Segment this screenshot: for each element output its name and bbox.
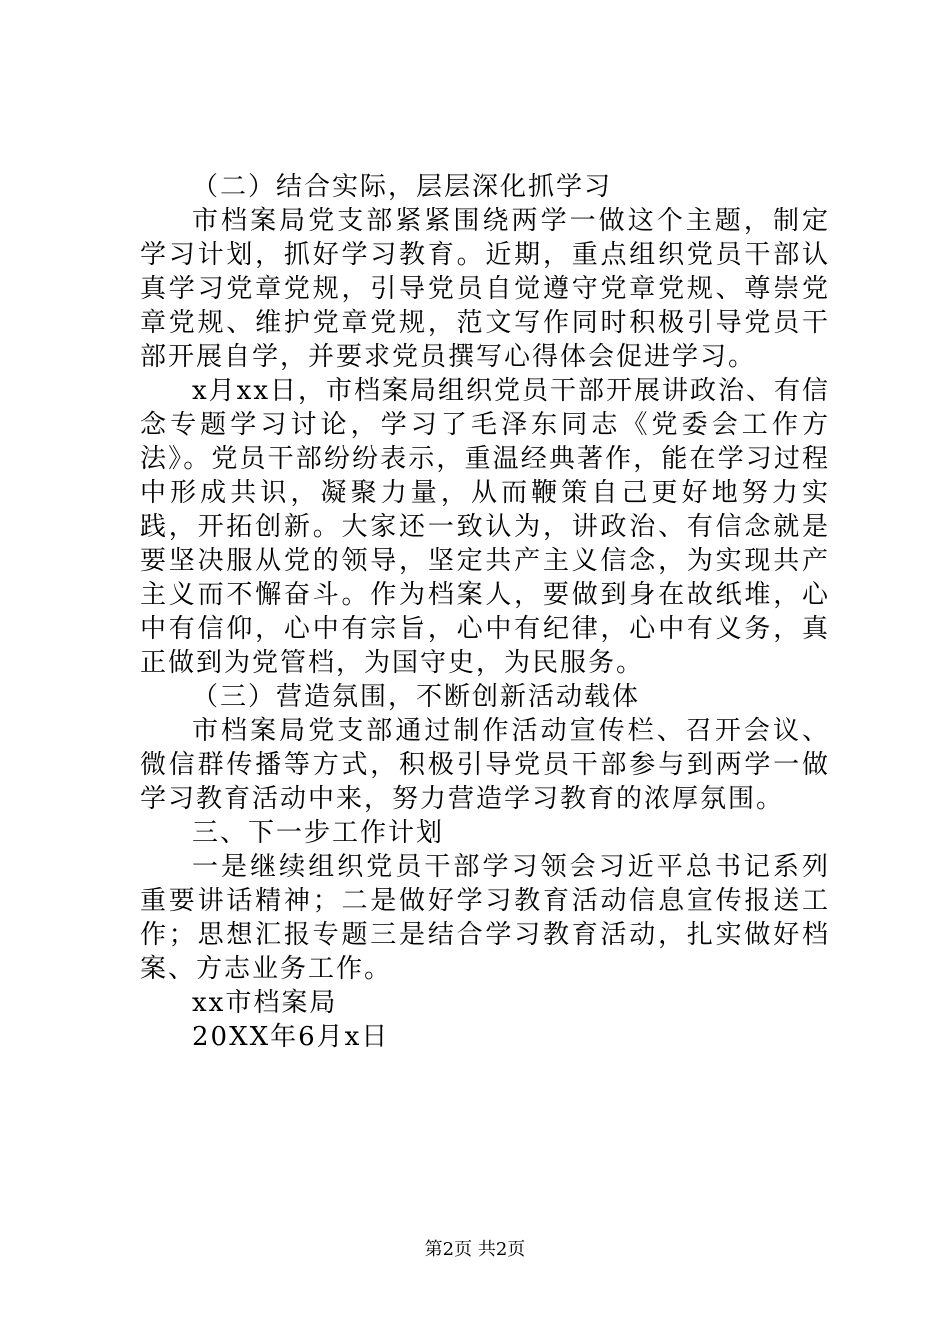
paragraph-discussion: x月xx日，市档案局组织党员干部开展讲政治、有信念专题学习讨论，学习了毛泽东同志《党委会工作方法》。党员干部纷纷表示，重温经典著作，能在学习过程中形成共识，凝聚力量，从而鞭策自己更好地努力实践，开拓创新。大家还一致认为，讲政治、有信念就是要坚决服从党的领导，坚定共产主义信念，为实现共产主义而不懈奋斗。作为档案人，要做到身在故纸堆，心中有信仰，心中有宗旨，心中有纪律，心中有义务，真正做到为党管档，为国守史，为民服务。 bbox=[140, 376, 830, 678]
signature-date: 20XX年6月x日 bbox=[192, 1022, 390, 1052]
section-heading-next-steps: 三、下一步工作计划 bbox=[192, 818, 445, 848]
paragraph-next-steps: 一是继续组织党员干部学习领会习近平总书记系列重要讲话精神；二是做好学习教育活动信息宣传报送工作；思想汇报专题三是结合学习教育活动，扎实做好档案、方志业务工作。 bbox=[140, 852, 830, 984]
section-heading-3: （三）营造氛围，不断创新活动载体 bbox=[192, 682, 641, 712]
paragraph-study-plan: 市档案局党支部紧紧围绕两学一做这个主题，制定学习计划，抓好学习教育。近期，重点组织党员干部认真学习党章党规，引导党员自觉遵守党章党规、尊崇党章党规、维护党章党规，范文写作同时积极引导党员干部开展自学，并要求党员撰写心得体会促进学习。 bbox=[140, 206, 830, 372]
paragraph-atmosphere: 市档案局党支部通过制作活动宣传栏、召开会议、微信群传播等方式，积极引导党员干部参与到两学一做学习教育活动中来，努力营造学习教育的浓厚氛围。 bbox=[140, 716, 830, 814]
signature-organization: xx市档案局 bbox=[192, 988, 338, 1018]
document-body bbox=[140, 170, 830, 1054]
section-heading-2: （二）结合实际，层层深化抓学习 bbox=[192, 172, 613, 202]
page-number: 第2页 共2页 bbox=[424, 1239, 526, 1260]
